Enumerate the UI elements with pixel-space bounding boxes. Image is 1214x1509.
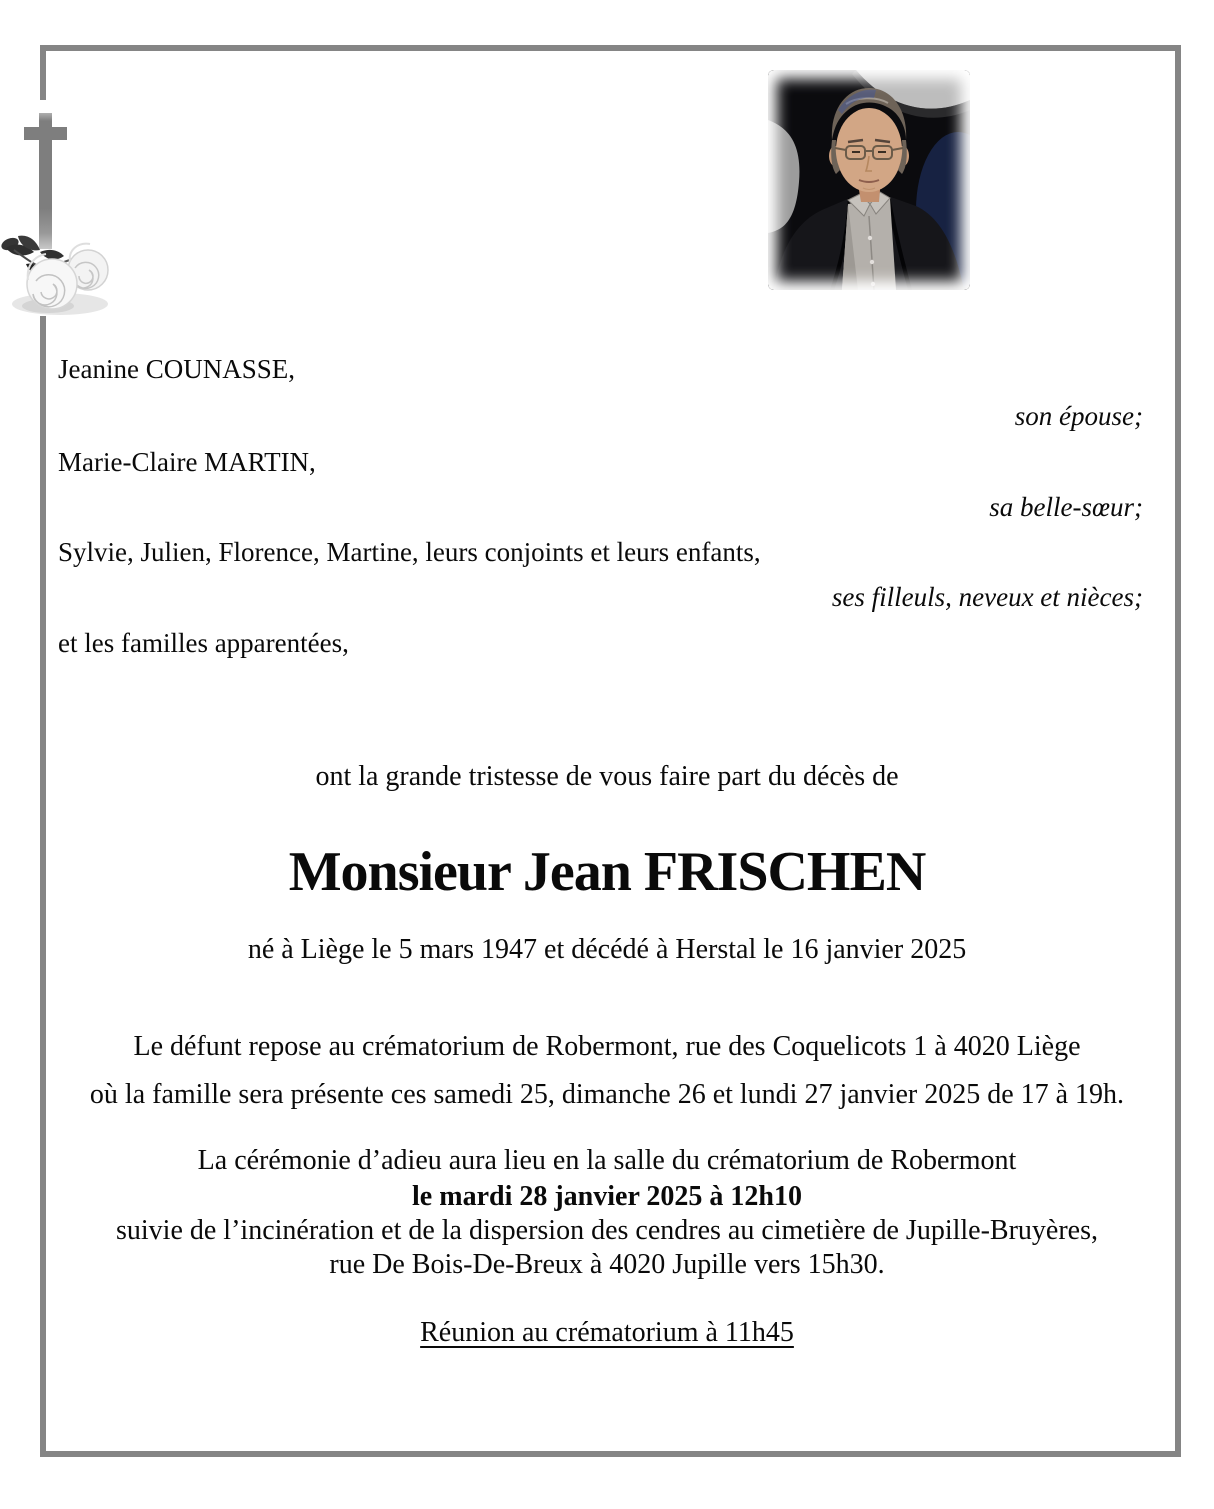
mourner-names-3: Sylvie, Julien, Florence, Martine, leurs conjoints et leurs enfants, xyxy=(58,537,761,567)
life-dates: né à Liège le 5 mars 1947 et décédé à Herstal le 16 janvier 2025 xyxy=(247,934,967,965)
mourner-relation-3: ses filleuls, neveux et nièces; xyxy=(831,582,1143,612)
cross-icon-arm xyxy=(24,127,67,140)
reunion-note: Réunion au crématorium à 11h45 xyxy=(420,1317,794,1348)
ceremony-datetime: le mardi 28 janvier 2025 à 12h10 xyxy=(412,1181,802,1212)
mourner-names-1: Jeanine COUNASSE, xyxy=(58,354,295,384)
mourner-names-4: et les familles apparentées, xyxy=(58,628,349,658)
white-roses-image xyxy=(0,222,122,318)
portrait-photo xyxy=(768,70,970,290)
mourner-relation-2: sa belle-sœur; xyxy=(989,492,1143,522)
mourner-names-2: Marie-Claire MARTIN, xyxy=(58,447,316,477)
cross-and-roses-artwork xyxy=(0,100,136,316)
ceremony-line-1: La cérémonie d’adieu aura lieu en la salle du crématorium de Robermont xyxy=(197,1145,1017,1176)
ceremony-line-4: rue De Bois-De-Breux à 4020 Jupille vers 15h30. xyxy=(329,1249,885,1280)
announcement-text: ont la grande tristesse de vous faire part du décès de xyxy=(315,761,899,792)
repose-line-1: Le défunt repose au crématorium de Robermont, rue des Coquelicots 1 à 4020 Liège xyxy=(133,1031,1081,1062)
deceased-name: Monsieur Jean FRISCHEN xyxy=(288,841,926,903)
repose-line-2: où la famille sera présente ces samedi 25, dimanche 26 et lundi 27 janvier 2025 de 17 à 19h. xyxy=(89,1079,1125,1110)
mourner-relation-1: son épouse; xyxy=(1014,401,1143,431)
ceremony-line-3: suivie de l’incinération et de la dispersion des cendres au cimetière de Jupille-Bruyères, xyxy=(116,1215,1098,1246)
